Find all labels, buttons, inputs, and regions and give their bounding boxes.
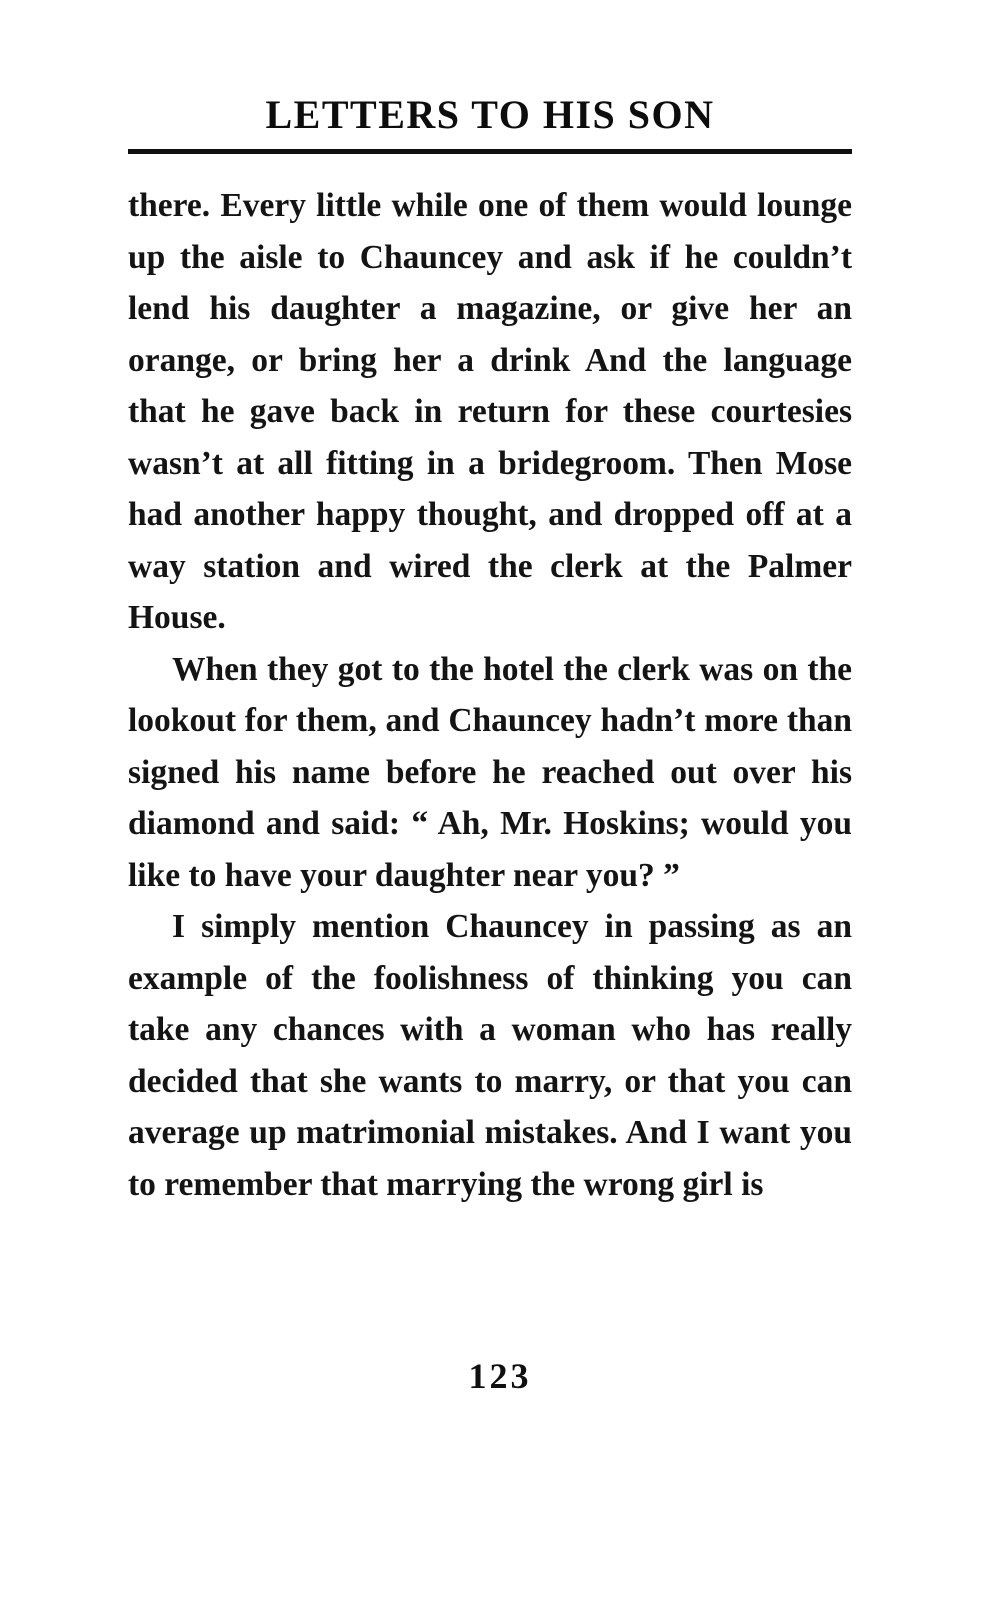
paragraph: I simply mention Chauncey in passing as an example of the foolishness of thinking you can take any chances with a woman who has really decided that she wants to marry, or that you can average up matrimonial mistakes. And I want you to remember that marrying the wrong girl is xyxy=(128,908,852,1203)
body-text xyxy=(128,180,852,1210)
page-content xyxy=(128,92,852,1210)
header-rule xyxy=(128,149,852,154)
paragraph-continuation: there. Every little while one of them would lounge up the aisle to Chauncey and ask if he couldn’t lend his daughter a magazine, or give her an orange, or bring her a drink And the language that he gave back in return for these courtesies wasn’t at all fitting in a bridegroom. Then Mose had another happy thought, and dropped off at a way station and wired the clerk at the Palmer House. xyxy=(128,187,852,636)
paragraph: When they got to the hotel the clerk was on the lookout for them, and Chauncey hadn’t more than signed his name before he reached out over his diamond and said: “ Ah, Mr. Hoskins; would you like to have your daughter near you? ” xyxy=(128,650,852,894)
page-number: 123 xyxy=(468,1356,532,1396)
running-head: LETTERS TO HIS SON xyxy=(265,92,715,137)
